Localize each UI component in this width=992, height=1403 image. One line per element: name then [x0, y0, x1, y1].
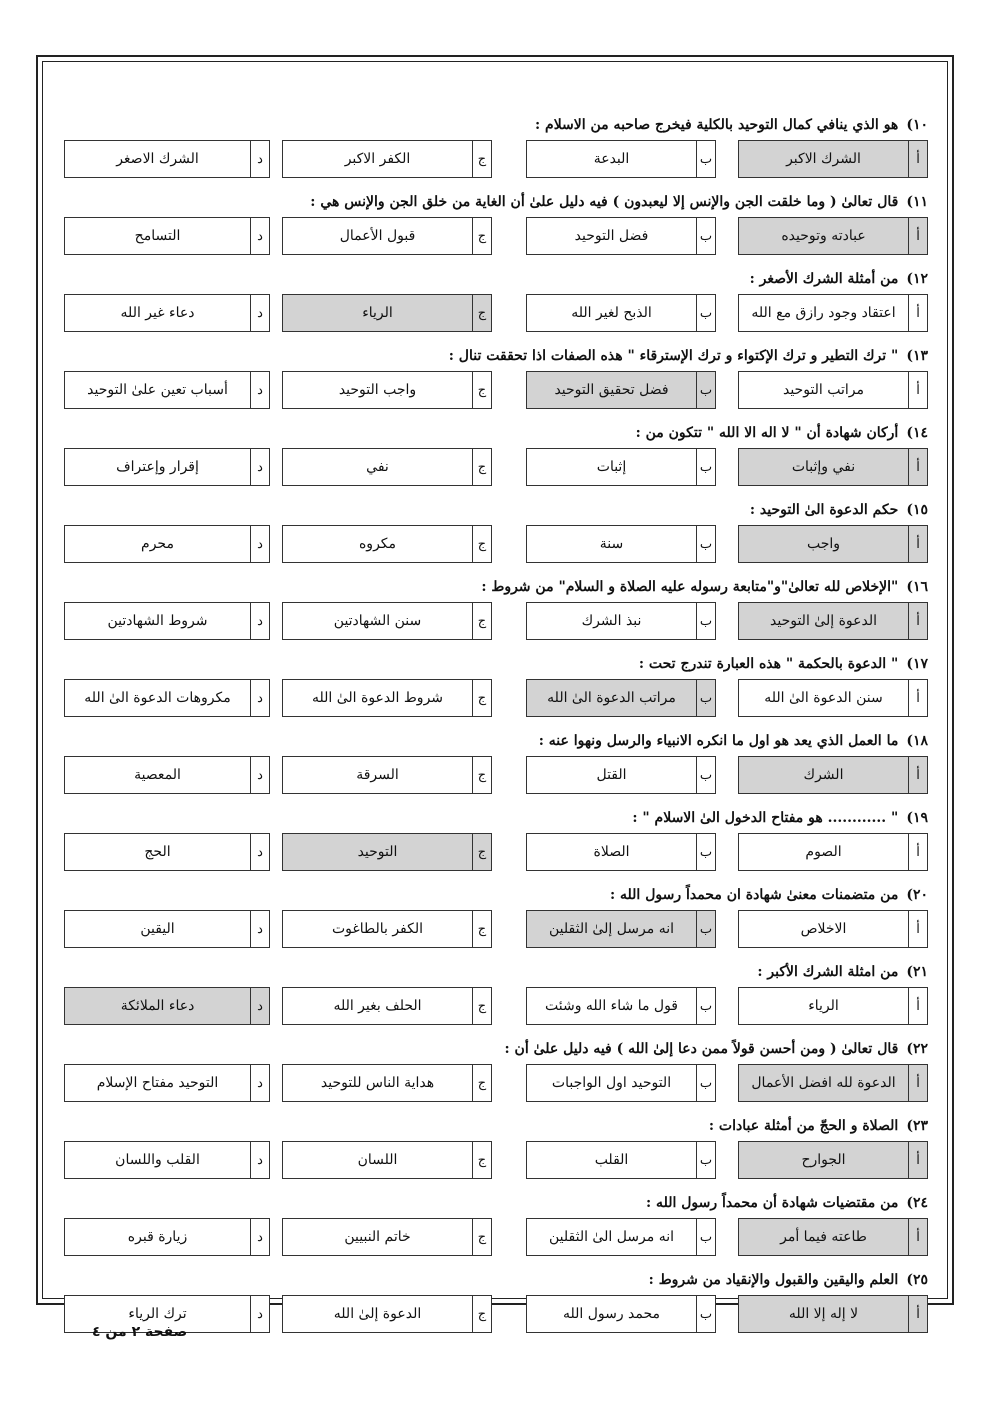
- option-letter: أ: [908, 911, 927, 947]
- question-prompt: من مقتضيات شهادة أن محمداً رسول الله :: [646, 1195, 899, 1211]
- question-text: [632, 805, 928, 831]
- option-letter: ب: [696, 1065, 715, 1101]
- option-letter: أ: [908, 218, 927, 254]
- option-a-selected[interactable]: [738, 1141, 928, 1179]
- option-label: اعتقاد وجود رازق مع الله: [751, 305, 896, 321]
- question-22: [64, 1036, 928, 1113]
- option-letter: ب: [696, 141, 715, 177]
- options-row: [64, 371, 928, 409]
- option-d[interactable]: [64, 1218, 270, 1256]
- option-letter: د: [250, 1296, 269, 1332]
- option-letter: أ: [908, 1219, 927, 1255]
- question-20: [64, 882, 928, 959]
- option-a-selected[interactable]: [738, 1295, 928, 1333]
- question-text: [750, 266, 928, 292]
- question-24: [64, 1190, 928, 1267]
- question-number: ٢٥): [906, 1272, 928, 1288]
- option-label: مراتب الدعوة الىٰ الله: [547, 690, 676, 706]
- option-letter: ب: [696, 218, 715, 254]
- question-number: ٢٠): [906, 887, 928, 903]
- option-letter: د: [250, 295, 269, 331]
- option-c[interactable]: [282, 1295, 492, 1333]
- option-label: انه مرسل الىٰ الثقلين: [549, 1229, 675, 1245]
- option-label: الرياء: [362, 305, 393, 321]
- question-14: [64, 420, 928, 497]
- option-d[interactable]: [64, 833, 270, 871]
- option-d-selected[interactable]: [64, 987, 270, 1025]
- options-row: [64, 140, 928, 178]
- option-c[interactable]: [282, 448, 492, 486]
- option-c-selected[interactable]: [282, 833, 492, 871]
- option-letter: ج: [472, 1142, 491, 1178]
- option-letter: ب: [696, 526, 715, 562]
- question-prompt: ما العمل الذي يعد هو اول ما انكره الانبياء والرسل ونهوا عنه :: [538, 733, 899, 749]
- question-text: [449, 343, 928, 369]
- question-19: [64, 805, 928, 882]
- option-label: سنة: [599, 536, 624, 552]
- option-label: شروط الشهادتين: [107, 613, 208, 629]
- option-a-selected[interactable]: [738, 1064, 928, 1102]
- option-label: الصلاة: [593, 844, 630, 860]
- option-label: اليقين: [140, 921, 175, 937]
- option-label: مكروه: [358, 536, 397, 552]
- option-label: الشرك: [803, 767, 844, 783]
- option-c[interactable]: [282, 1141, 492, 1179]
- option-letter: د: [250, 449, 269, 485]
- option-label: الشرك الاكبر: [786, 151, 861, 167]
- option-c[interactable]: [282, 1218, 492, 1256]
- option-letter: أ: [908, 526, 927, 562]
- question-21: [64, 959, 928, 1036]
- question-text: [310, 189, 928, 215]
- option-label: الاخلاص: [800, 921, 847, 937]
- option-label: فضل تحقيق التوحيد: [554, 382, 669, 398]
- options-row: [64, 833, 928, 871]
- option-label: ترك الرياء: [128, 1306, 187, 1322]
- options-row: [64, 1064, 928, 1102]
- option-letter: د: [250, 680, 269, 716]
- options-row: [64, 525, 928, 563]
- option-label: السرقة: [356, 767, 399, 783]
- option-letter: أ: [908, 988, 927, 1024]
- option-letter: أ: [908, 757, 927, 793]
- option-letter: أ: [908, 295, 927, 331]
- option-label: زيارة قبره: [127, 1229, 188, 1245]
- options-row: [64, 756, 928, 794]
- question-18: [64, 728, 928, 805]
- option-letter: د: [250, 1219, 269, 1255]
- options-row: [64, 987, 928, 1025]
- option-label: انه مرسل إلىٰ الثقلين: [549, 921, 675, 937]
- question-number: ٢١): [906, 964, 928, 980]
- question-number: ١٦): [906, 579, 928, 595]
- option-letter: أ: [908, 1296, 927, 1332]
- option-label: التسامح: [134, 228, 181, 244]
- option-label: دعاء الملائكة: [120, 998, 195, 1014]
- option-a[interactable]: [738, 987, 928, 1025]
- option-letter: أ: [908, 372, 927, 408]
- question-prompt: الصلاة و الحجّ من أمثلة عبادات :: [708, 1118, 899, 1134]
- option-letter: أ: [908, 141, 927, 177]
- option-b[interactable]: [526, 140, 716, 178]
- option-letter: أ: [908, 1142, 927, 1178]
- option-label: هداية الناس للتوحيد: [320, 1075, 435, 1091]
- option-label: شروط الدعوة الىٰ الله: [311, 690, 444, 706]
- option-letter: د: [250, 1065, 269, 1101]
- option-b[interactable]: [526, 1141, 716, 1179]
- question-number: ١٥): [906, 502, 928, 518]
- option-b[interactable]: [526, 525, 716, 563]
- option-letter: ب: [696, 911, 715, 947]
- option-letter: ب: [696, 988, 715, 1024]
- option-letter: أ: [908, 603, 927, 639]
- options-row: [64, 1141, 928, 1179]
- option-a[interactable]: [738, 371, 928, 409]
- question-17: [64, 651, 928, 728]
- question-number: ١٣): [906, 348, 928, 364]
- option-label: الدعوة إلىٰ التوحيد: [770, 613, 877, 629]
- question-number: ٢٤): [906, 1195, 928, 1211]
- option-label: مراتب التوحيد: [782, 382, 865, 398]
- option-b[interactable]: [526, 833, 716, 871]
- option-b-selected[interactable]: [526, 679, 716, 717]
- question-prompt: " ترك التطير و ترك الإكتواء و ترك الإسترقاء " هذه الصفات اذا تحققت تنال :: [448, 348, 899, 364]
- question-10: [64, 112, 928, 189]
- option-letter: أ: [908, 1065, 927, 1101]
- option-label: محمد رسول الله: [562, 1306, 661, 1322]
- option-letter: ج: [472, 141, 491, 177]
- option-letter: ب: [696, 834, 715, 870]
- option-label: سنن الدعوة الىٰ الله: [764, 690, 883, 706]
- option-b-selected[interactable]: [526, 910, 716, 948]
- options-row: [64, 217, 928, 255]
- options-row: [64, 602, 928, 640]
- option-letter: ب: [696, 295, 715, 331]
- option-a-selected[interactable]: [738, 602, 928, 640]
- question-11: [64, 189, 928, 266]
- question-number: ٢٢): [906, 1041, 928, 1057]
- option-b[interactable]: [526, 602, 716, 640]
- option-letter: ج: [472, 988, 491, 1024]
- question-text: [646, 1190, 928, 1216]
- option-letter: أ: [908, 834, 927, 870]
- question-prompt: حكم الدعوة الىٰ التوحيد :: [749, 502, 899, 518]
- option-label: دعاء غير الله: [120, 305, 195, 321]
- option-label: اللسان: [357, 1152, 398, 1168]
- option-a-selected[interactable]: [738, 525, 928, 563]
- option-letter: ج: [472, 603, 491, 639]
- question-25: [64, 1267, 928, 1344]
- option-label: الحج: [144, 844, 171, 860]
- option-letter: ب: [696, 603, 715, 639]
- option-label: الشرك الاصغر: [116, 151, 199, 167]
- option-letter: ج: [472, 1296, 491, 1332]
- option-b[interactable]: [526, 1295, 716, 1333]
- option-label: إقرار وإعتراف: [116, 459, 199, 475]
- option-letter: د: [250, 834, 269, 870]
- option-d[interactable]: [64, 448, 270, 486]
- option-c[interactable]: [282, 371, 492, 409]
- option-a[interactable]: [738, 294, 928, 332]
- option-c[interactable]: [282, 1064, 492, 1102]
- option-label: الحلف بغير الله: [333, 998, 422, 1014]
- question-text: [636, 420, 928, 446]
- option-label: الصوم: [805, 844, 842, 860]
- option-d[interactable]: [64, 756, 270, 794]
- question-number: ١١): [906, 194, 928, 210]
- option-letter: أ: [908, 449, 927, 485]
- question-text: [757, 959, 928, 985]
- question-prompt: من امثلة الشرك الأكبر :: [757, 964, 899, 980]
- option-label: المعصية: [134, 767, 181, 783]
- option-label: فضل التوحيد: [574, 228, 649, 244]
- question-text: [535, 112, 928, 138]
- option-label: الكفر الاكبر: [344, 151, 411, 167]
- option-letter: د: [250, 603, 269, 639]
- option-label: سنن الشهادتين: [333, 613, 422, 629]
- option-label: قبول الأعمال: [339, 228, 416, 244]
- option-label: الكفر بالطاغوت: [331, 921, 424, 937]
- question-text: [539, 728, 928, 754]
- option-c[interactable]: [282, 602, 492, 640]
- question-text: [649, 1267, 928, 1293]
- question-text: [709, 1113, 928, 1139]
- option-letter: د: [250, 526, 269, 562]
- options-row: [64, 294, 928, 332]
- options-row: [64, 1218, 928, 1256]
- option-d[interactable]: [64, 217, 270, 255]
- option-c-selected[interactable]: [282, 294, 492, 332]
- option-letter: ج: [472, 680, 491, 716]
- options-row: [64, 1295, 928, 1333]
- option-b[interactable]: [526, 217, 716, 255]
- option-letter: ب: [696, 372, 715, 408]
- option-d[interactable]: [64, 1064, 270, 1102]
- option-label: أسباب تعين علىٰ التوحيد: [87, 382, 228, 398]
- option-c[interactable]: [282, 525, 492, 563]
- option-letter: ج: [472, 1219, 491, 1255]
- option-label: التوحيد اول الواجبات: [551, 1075, 672, 1091]
- option-letter: ب: [696, 1219, 715, 1255]
- option-label: واجب: [806, 536, 841, 552]
- option-label: واجب التوحيد: [338, 382, 417, 398]
- option-letter: د: [250, 911, 269, 947]
- option-letter: ب: [696, 1296, 715, 1332]
- question-prompt: هو الذي ينافي كمال التوحيد بالكلية فيخرج صاحبه من الاسلام :: [534, 117, 899, 133]
- question-number: ٢٣): [906, 1118, 928, 1134]
- option-letter: ج: [472, 911, 491, 947]
- option-c[interactable]: [282, 140, 492, 178]
- option-letter: ج: [472, 757, 491, 793]
- option-letter: ج: [472, 372, 491, 408]
- option-label: الدعوة لله افضل الأعمال: [751, 1075, 896, 1091]
- option-a[interactable]: [738, 679, 928, 717]
- option-label: البدعة: [593, 151, 630, 167]
- option-label: إثبات: [596, 459, 627, 475]
- question-number: ١٠): [906, 117, 928, 133]
- option-letter: د: [250, 1142, 269, 1178]
- option-letter: ب: [696, 1142, 715, 1178]
- options-row: [64, 679, 928, 717]
- option-b[interactable]: [526, 294, 716, 332]
- question-number: ١٨): [906, 733, 928, 749]
- option-letter: ب: [696, 680, 715, 716]
- option-c[interactable]: [282, 217, 492, 255]
- option-a-selected[interactable]: [738, 756, 928, 794]
- question-text: [639, 651, 928, 677]
- question-12: [64, 266, 928, 343]
- option-label: الذبح لغير الله: [571, 305, 652, 321]
- option-label: نفي: [366, 459, 389, 475]
- option-label: القتل: [596, 767, 627, 783]
- option-c[interactable]: [282, 987, 492, 1025]
- question-number: ١٩): [906, 810, 928, 826]
- option-label: القلب: [594, 1152, 629, 1168]
- option-label: الجوارح: [801, 1152, 846, 1168]
- option-label: نبذ الشرك: [581, 613, 642, 629]
- option-d[interactable]: [64, 294, 270, 332]
- question-16: [64, 574, 928, 651]
- option-label: الرياء: [808, 998, 839, 1014]
- page-number: صفحة ٢ من ٤: [92, 1324, 188, 1340]
- question-prompt: من متضمنات معنىٰ شهادة ان محمداً رسول الله :: [609, 887, 899, 903]
- question-prompt: أركان شهادة أن " لا اله الا الله " تتكون من :: [635, 425, 899, 441]
- question-23: [64, 1113, 928, 1190]
- question-number: ١٧): [906, 656, 928, 672]
- question-text: [750, 497, 928, 523]
- option-letter: ب: [696, 449, 715, 485]
- option-label: قول ما شاء الله وشئت: [545, 998, 678, 1014]
- question-prompt: قال تعالىٰ ( ومن أحسن قولاً ممن دعا إلىٰ الله ) فيه دليل علىٰ أن :: [504, 1041, 899, 1057]
- question-text: [481, 574, 928, 600]
- question-text: [505, 1036, 929, 1062]
- question-prompt: "الإخلاص لله تعالىٰ"و"متابعة رسوله عليه الصلاة و السلام" من شروط :: [481, 579, 899, 595]
- option-letter: ج: [472, 218, 491, 254]
- option-label: التوحيد: [357, 844, 398, 860]
- option-label: خاتم النبيين: [344, 1229, 411, 1245]
- question-prompt: " ............ هو مفتاح الدخول الىٰ الاسلام " :: [632, 810, 899, 826]
- option-label: نفي وإثبات: [791, 459, 856, 475]
- option-label: مكروهات الدعوة الىٰ الله: [84, 690, 231, 706]
- option-b[interactable]: [526, 987, 716, 1025]
- question-13: [64, 343, 928, 420]
- question-number: ١٢): [906, 271, 928, 287]
- question-prompt: " الدعوة بالحكمة " هذه العبارة تندرج تحت :: [638, 656, 899, 672]
- option-label: لا إله إلا الله: [788, 1306, 859, 1322]
- option-b[interactable]: [526, 448, 716, 486]
- option-a-selected[interactable]: [738, 140, 928, 178]
- options-row: [64, 448, 928, 486]
- option-letter: د: [250, 988, 269, 1024]
- question-15: [64, 497, 928, 574]
- option-d[interactable]: [64, 525, 270, 563]
- option-a[interactable]: [738, 833, 928, 871]
- option-d[interactable]: [64, 679, 270, 717]
- option-d[interactable]: [64, 140, 270, 178]
- option-letter: د: [250, 372, 269, 408]
- option-b[interactable]: [526, 756, 716, 794]
- question-list: [64, 112, 928, 1344]
- option-d[interactable]: [64, 910, 270, 948]
- option-d[interactable]: [64, 602, 270, 640]
- option-letter: ج: [472, 295, 491, 331]
- option-b-selected[interactable]: [526, 371, 716, 409]
- option-c[interactable]: [282, 756, 492, 794]
- option-letter: ج: [472, 834, 491, 870]
- option-label: التوحيد مفتاح الإسلام: [96, 1075, 219, 1091]
- option-a[interactable]: [738, 910, 928, 948]
- option-letter: د: [250, 218, 269, 254]
- question-text: [610, 882, 928, 908]
- option-letter: أ: [908, 680, 927, 716]
- option-a-selected[interactable]: [738, 448, 928, 486]
- option-label: الدعوة إلىٰ الله: [333, 1306, 422, 1322]
- option-d[interactable]: [64, 371, 270, 409]
- question-prompt: العلم واليقين والقبول والإنقياد من شروط :: [648, 1272, 899, 1288]
- option-a-selected[interactable]: [738, 217, 928, 255]
- option-c[interactable]: [282, 679, 492, 717]
- option-b[interactable]: [526, 1064, 716, 1102]
- question-prompt: من أمثلة الشرك الأصغر :: [749, 271, 899, 287]
- option-letter: ب: [696, 757, 715, 793]
- option-label: طاعته فيما أمر: [780, 1229, 867, 1245]
- option-letter: ج: [472, 526, 491, 562]
- option-letter: د: [250, 757, 269, 793]
- question-number: ١٤): [906, 425, 928, 441]
- option-label: عبادته وتوحيده: [781, 228, 866, 244]
- question-prompt: قال تعالىٰ ( وما خلقت الجن والإنس إلا ليعبدون ) فيه دليل علىٰ أن الغاية من خلق الجن والإنس هي :: [310, 194, 899, 210]
- option-b[interactable]: [526, 1218, 716, 1256]
- option-d[interactable]: [64, 1141, 270, 1179]
- options-row: [64, 910, 928, 948]
- option-letter: ج: [472, 1065, 491, 1101]
- option-a-selected[interactable]: [738, 1218, 928, 1256]
- option-label: محرم: [141, 536, 174, 552]
- option-label: القلب واللسان: [115, 1152, 200, 1168]
- option-letter: د: [250, 141, 269, 177]
- option-letter: ج: [472, 449, 491, 485]
- option-c[interactable]: [282, 910, 492, 948]
